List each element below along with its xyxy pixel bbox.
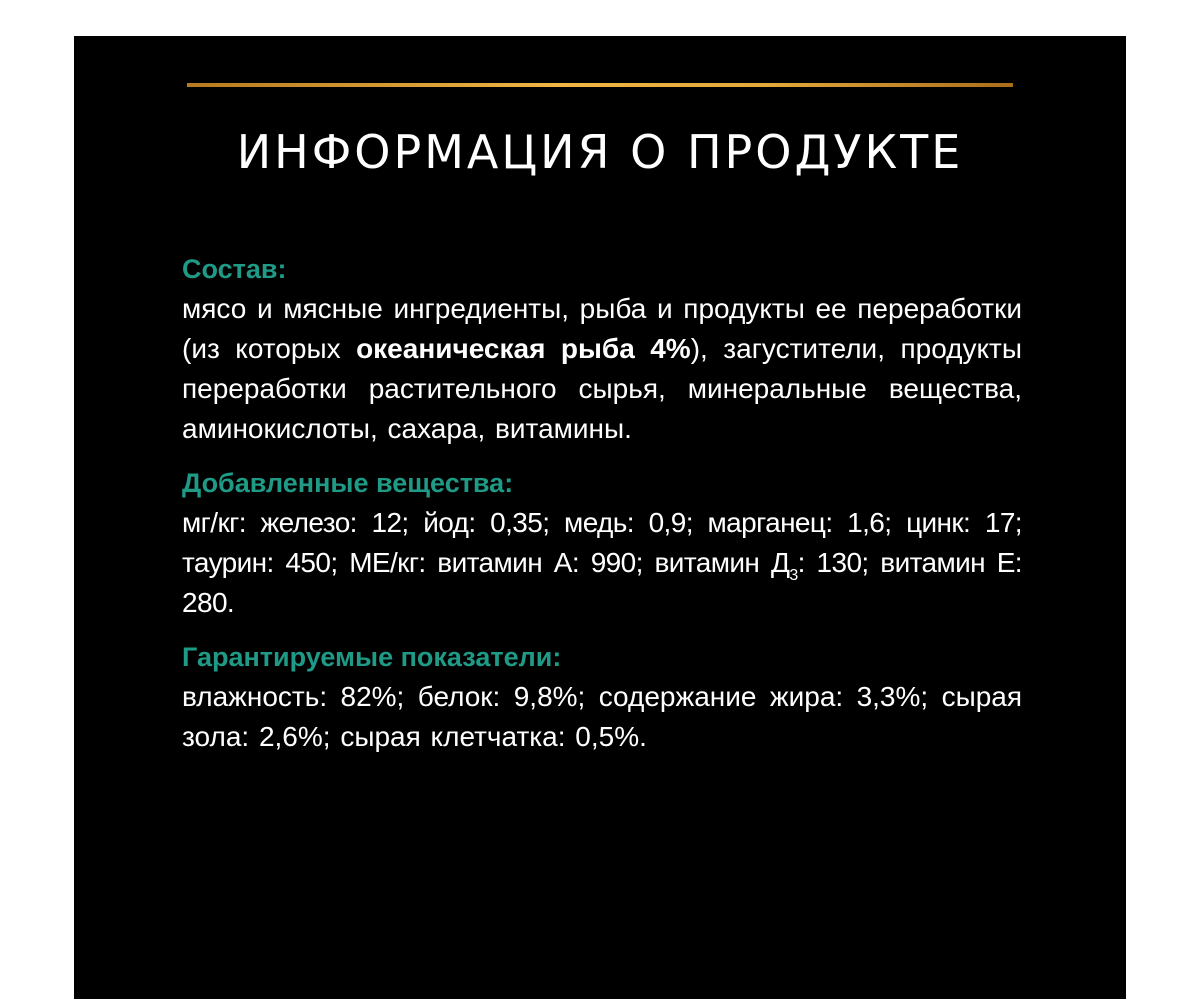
additives-heading: Добавленные вещества: <box>182 468 514 498</box>
product-info-panel <box>74 36 1126 999</box>
composition-highlight: океаническая рыба 4% <box>356 333 691 364</box>
composition-text <box>182 289 1022 449</box>
additives-text-start: мг/кг: железо: 12; йод: 0,35; медь: 0,9; марганец: 1,6; цинк: 17; таурин: 450; МЕ/кг: витамин А: 990; витамин Д <box>182 507 1022 578</box>
composition-text-start: мясо и мясные ингредиенты, рыба и продукты ее переработки (из которых <box>182 293 1022 364</box>
composition-text-end: ), загустители, продукты переработки растительного сырья, минеральные вещества, аминокислоты, сахара, витамины. <box>182 333 1022 444</box>
guaranteed-text: влажность: 82%; белок: 9,8%; содержание жира: 3,3%; сырая зола: 2,6%; сырая клетчатка: 0,5%. <box>182 681 1022 752</box>
composition-section <box>182 249 1022 449</box>
guaranteed-heading: Гарантируемые показатели: <box>182 642 562 672</box>
additives-section <box>182 463 1022 623</box>
page-title: ИНФОРМАЦИЯ О ПРОДУКТЕ <box>236 125 964 179</box>
guaranteed-section <box>182 637 1022 757</box>
vitamin-d-subscript: 3 <box>789 567 798 584</box>
info-content <box>182 249 1022 771</box>
composition-heading: Состав: <box>182 254 287 284</box>
additives-text <box>182 503 1022 623</box>
gold-divider-line <box>187 83 1013 87</box>
additives-text-end: : 130; витамин Е: 280. <box>182 547 1022 618</box>
